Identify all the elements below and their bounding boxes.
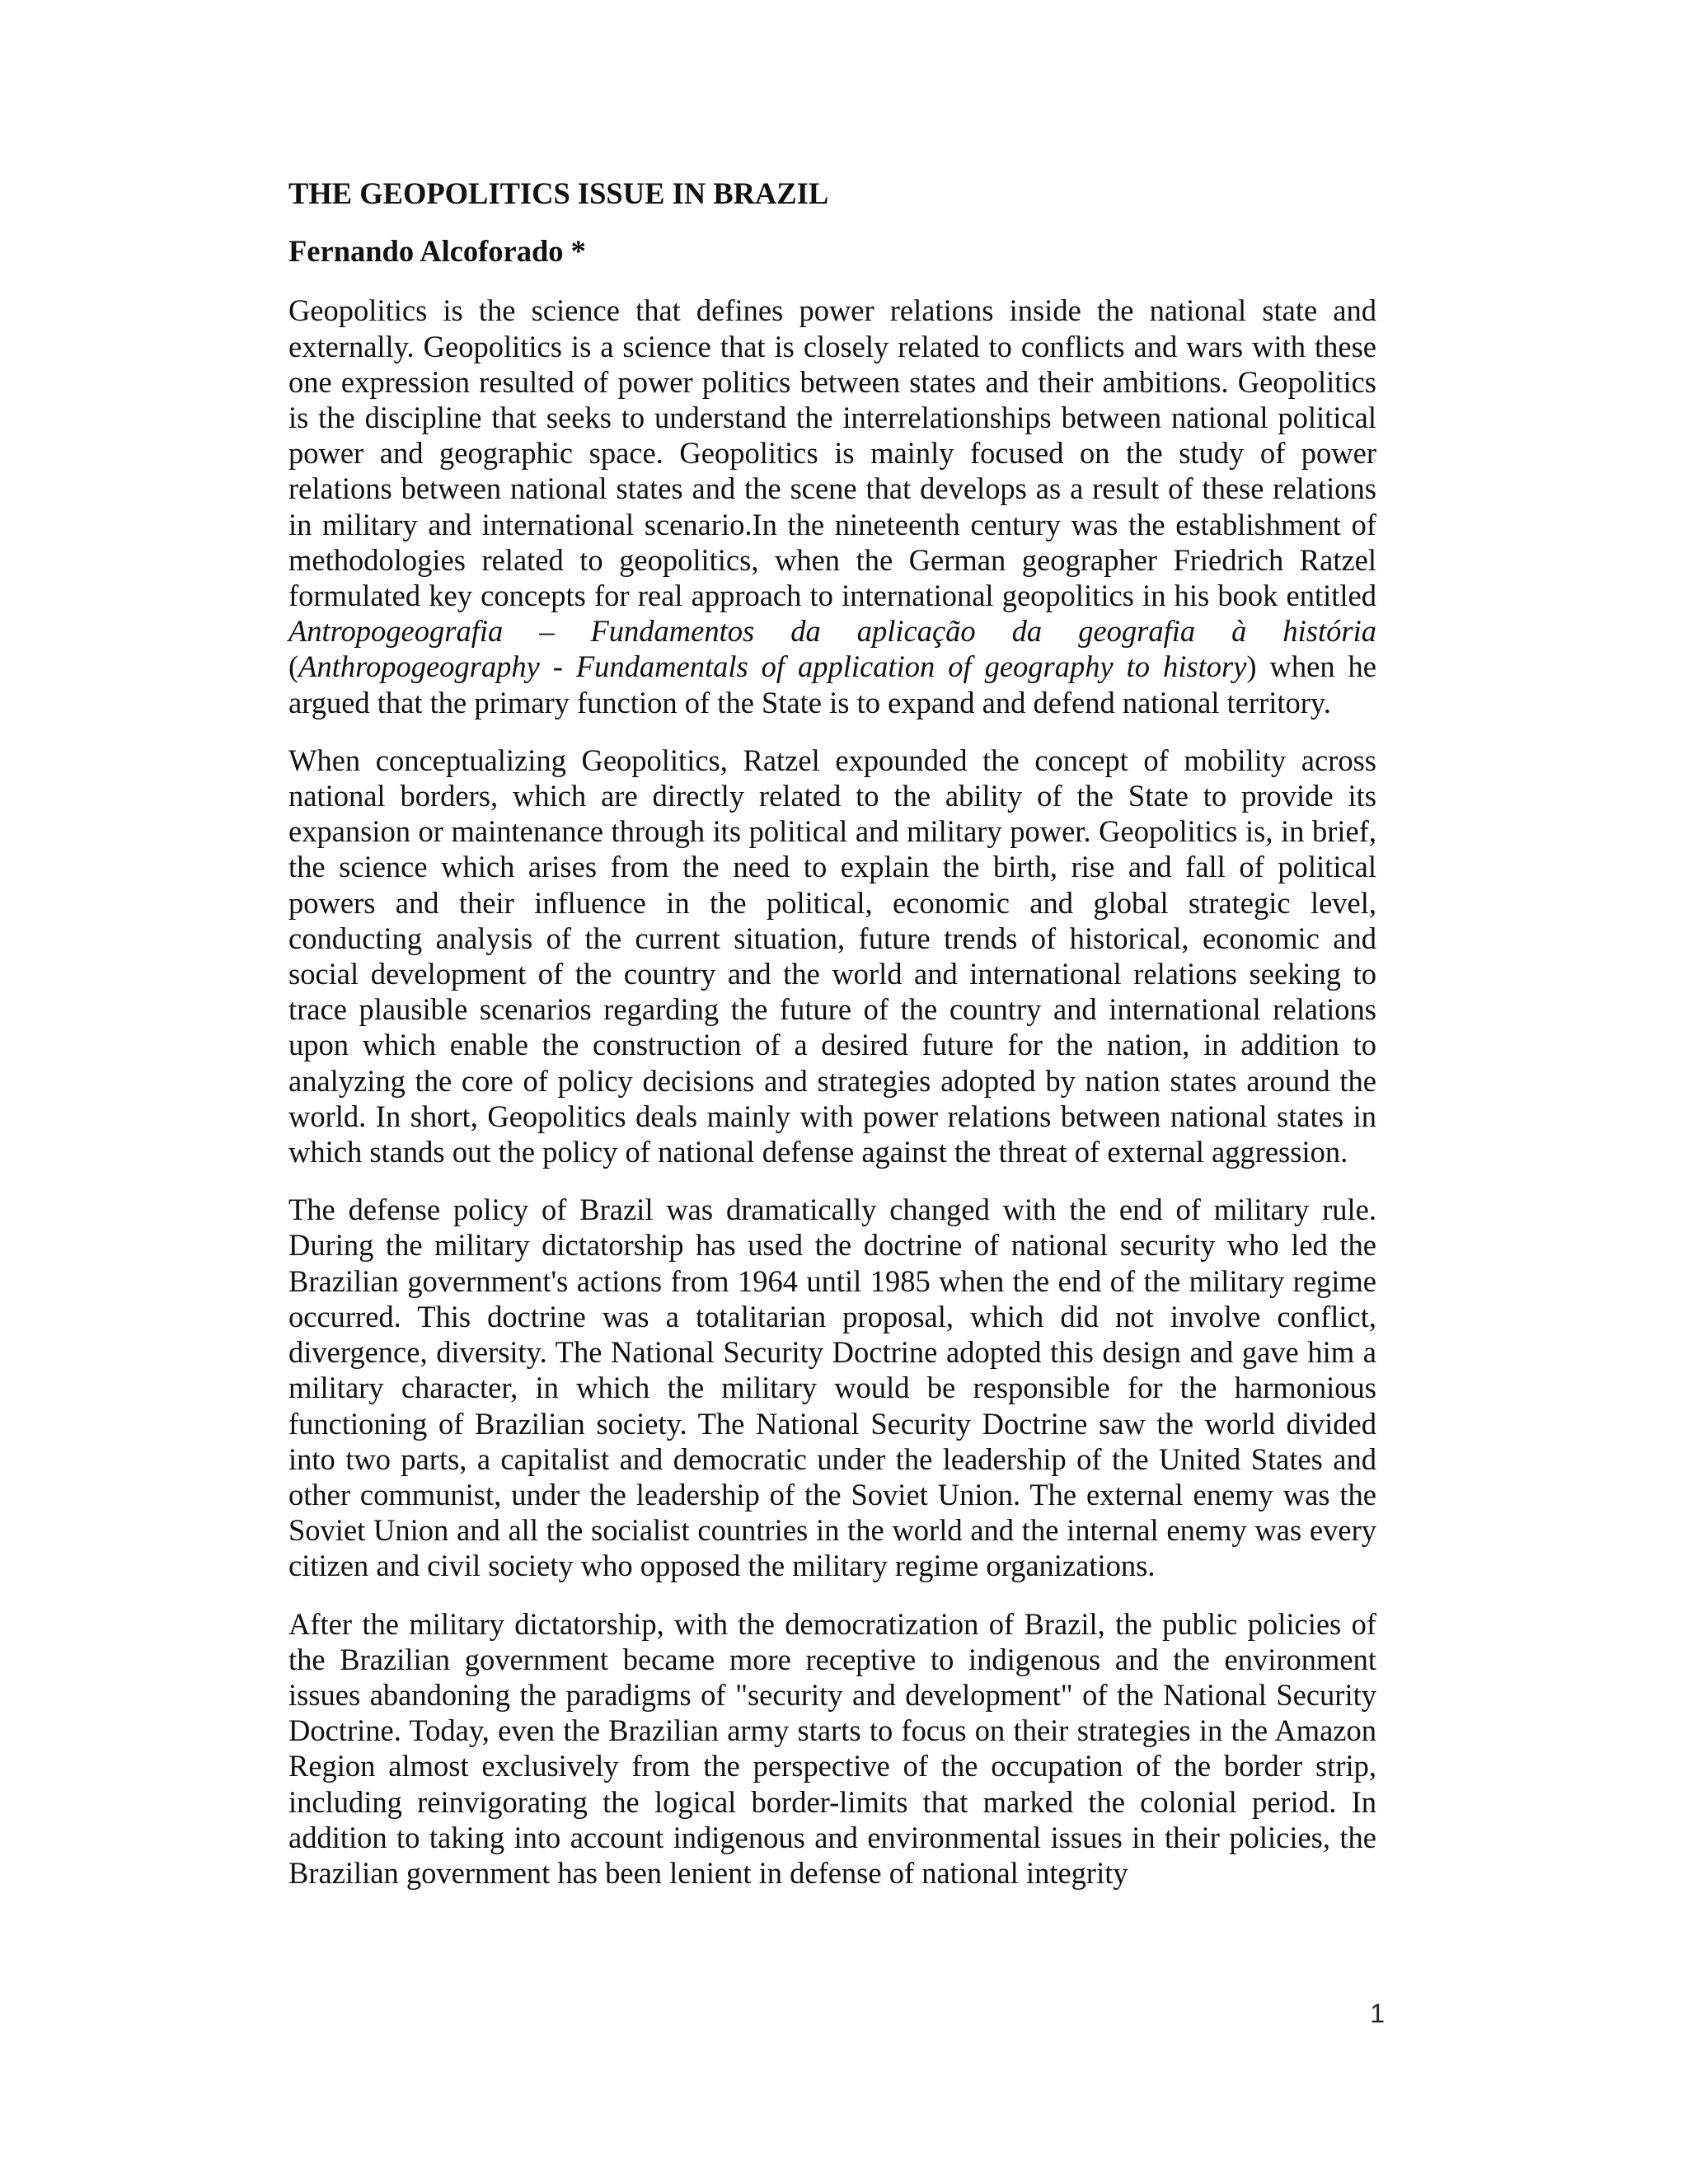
document-body	[288, 176, 1376, 1913]
paragraph-2: When conceptualizing Geopolitics, Ratzel expounded the concept of mobility across national borders, which are directly related to the ability of the State to provide its expansion or maintenance through its political and military power. Geopolitics is, in brief, the science which arises from the need to explain the birth, rise and fall of political powers and their influence in the political, economic and global strategic level, conducting analysis of the current situation, future trends of historical, economic and social development of the country and the world and international relations seeking to trace plausible scenarios regarding the future of the country and international relations upon which enable the construction of a desired future for the nation, in addition to analyzing the core of policy decisions and strategies adopted by nation states around the world. In short, Geopolitics deals mainly with power relations between national states in which stands out the policy of national defense against the threat of external aggression.	[288, 743, 1376, 1169]
paragraph-1-italic-title-en: Anthropogeography - Fundamentals of application of geography to history	[298, 649, 1247, 684]
paragraph-1-text-a: Geopolitics is the science that defines power relations inside the national state and externally. Geopolitics is a science that is closely related to conflicts and wars with these one expression resulted of power politics between states and their ambitions. Geopolitics is the discipline that seeks to understand the interrelationships between national political power and geographic space. Geopolitics is mainly focused on the study of power relations between national states and the scene that develops as a result of these relations in military and international scenario.In the nineteenth century was the establishment of methodologies related to geopolitics, when the German geographer Friedrich Ratzel formulated key concepts for real approach to international geopolitics in his book entitled	[288, 293, 1376, 613]
document-title: THE GEOPOLITICS ISSUE IN BRAZIL	[288, 176, 829, 210]
page-number: 1	[1370, 1999, 1385, 2028]
paragraph-1	[288, 293, 1376, 719]
paragraph-4: After the military dictatorship, with the democratization of Brazil, the public policies of the Brazilian government became more receptive to indigenous and the environment issues abandoning the paradigms of "security and development" of the National Security Doctrine. Today, even the Brazilian army starts to focus on their strategies in the Amazon Region almost exclusively from the perspective of the occupation of the border strip, including reinvigorating the logical border-limits that marked the colonial period. In addition to taking into account indigenous and environmental issues in their policies, the Brazilian government has been lenient in defense of national integrity	[288, 1606, 1376, 1890]
paragraph-1-italic-title-pt: Antropogeografia – Fundamentos da aplicação da geografia à história	[288, 614, 1376, 649]
paragraph-3: The defense policy of Brazil was dramatically changed with the end of military rule. During the military dictatorship has used the doctrine of national security who led the Brazilian government's actions from 1964 until 1985 when the end of the military regime occurred. This doctrine was a totalitarian proposal, which did not involve conflict, divergence, diversity. The National Security Doctrine adopted this design and gave him a military character, in which the military would be responsible for the harmonious functioning of Brazilian society. The National Security Doctrine saw the world divided into two parts, a capitalist and democratic under the leadership of the United States and other communist, under the leadership of the Soviet Union. The external enemy was the Soviet Union and all the socialist countries in the world and the internal enemy was every citizen and civil society who opposed the military regime organizations.	[288, 1193, 1376, 1583]
paragraph-1-text-b: (	[288, 649, 299, 684]
document-author: Fernando Alcoforado *	[288, 234, 586, 269]
paragraph-1-text-c: ) when he argued that the primary function of the State is to expand and defend national territory.	[288, 649, 1376, 719]
